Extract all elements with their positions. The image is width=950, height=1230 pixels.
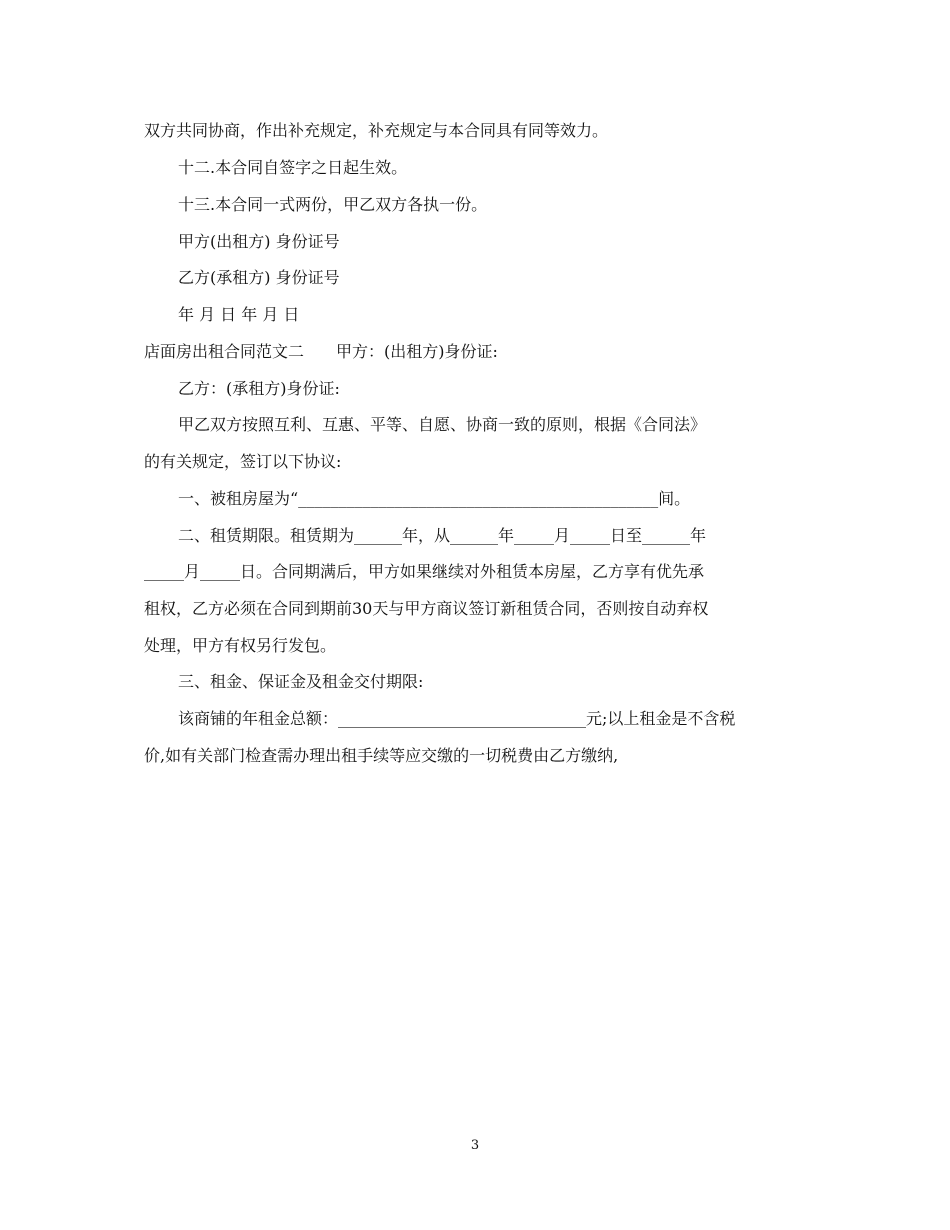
paragraph-line: 处理，甲方有权另行发包。 (144, 636, 337, 655)
paragraph-line: 一、被租房屋为“_____________________________________________间。 (178, 489, 691, 508)
paragraph-line: 十三.本合同一式两份，甲乙双方各执一份。 (178, 195, 488, 214)
paragraph-line: 十二.本合同自签字之日起生效。 (178, 158, 408, 177)
section-heading: 店面房出租合同范文二 甲方：(出租方)身份证: (144, 342, 498, 361)
paragraph-line: 乙方：(承租方)身份证: (178, 379, 340, 398)
paragraph-line: 甲乙双方按照互利、互惠、平等、自愿、协商一致的原则，根据《合同法》 (178, 415, 707, 434)
paragraph-line: 价,如有关部门检查需办理出租手续等应交缴的一切税费由乙方缴纳, (144, 746, 619, 765)
paragraph-line: 该商铺的年租金总额：_______________________________元;以上租金是不含税 (178, 709, 736, 728)
paragraph-line: 二、租赁期限。租赁期为______年，从______年_____月_____日至______年 (178, 526, 707, 545)
paragraph-line: 的有关规定，签订以下协议: (144, 452, 342, 471)
signature-line: 乙方(承租方) 身份证号 (178, 268, 340, 287)
signature-line: 甲方(出租方) 身份证号 (178, 232, 340, 251)
page-number: 3 (470, 1138, 480, 1153)
paragraph-line: 双方共同协商，作出补充规定，补充规定与本合同具有同等效力。 (144, 121, 609, 140)
date-line: 年 月 日 年 月 日 (178, 305, 300, 324)
paragraph-line: 三、租金、保证金及租金交付期限: (178, 672, 424, 691)
paragraph-line: _____月_____日。合同期满后，甲方如果继续对外租赁本房屋，乙方享有优先承 (144, 562, 705, 581)
paragraph-line: 租权，乙方必须在合同到期前30天与甲方商议签订新租赁合同，否则按自动弃权 (144, 599, 709, 618)
